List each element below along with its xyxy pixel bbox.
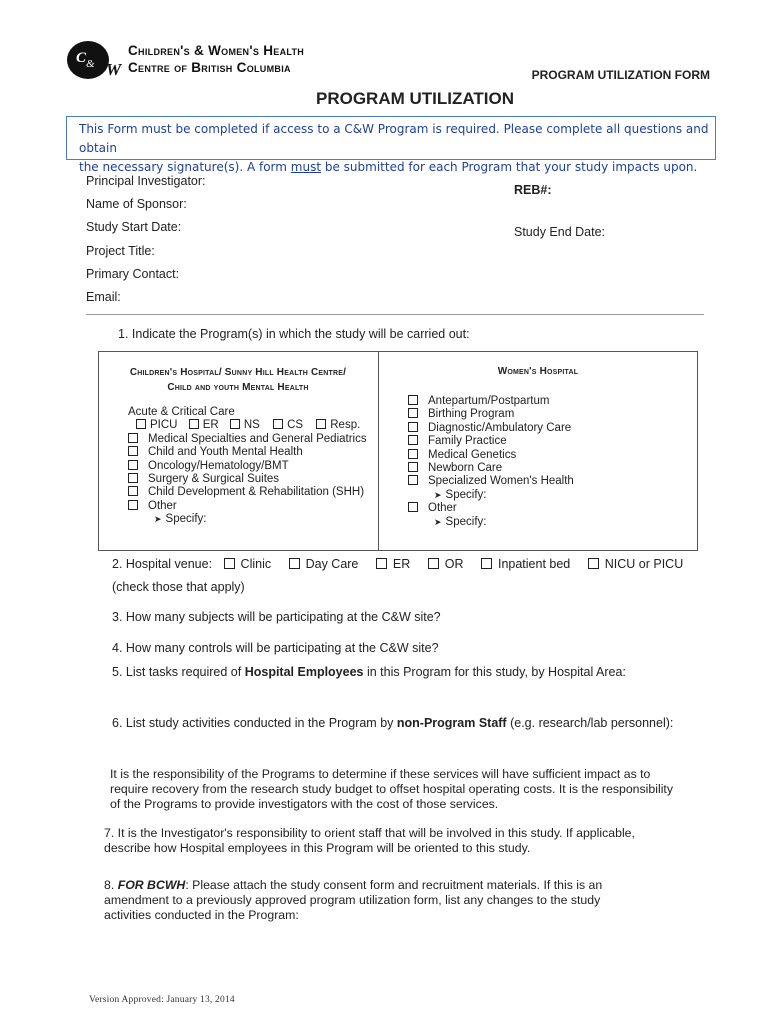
option-label: Child and Youth Mental Health	[148, 446, 303, 459]
question-text: 8.	[104, 878, 118, 892]
option-label: OR	[444, 557, 464, 571]
paragraph-line: 7. It is the Investigator's responsibility to orient staff that will be involved in this study. If applicable,	[104, 826, 635, 840]
option-label: Other	[148, 499, 177, 512]
responsibility-paragraph	[110, 767, 673, 812]
option-label: Oncology/Hematology/BMT	[148, 459, 289, 472]
project-title-field[interactable]: Project Title:	[86, 244, 155, 258]
option-label: ER	[392, 557, 411, 571]
option-label: Day Care	[305, 557, 359, 571]
question-7[interactable]	[104, 826, 635, 856]
option-label: Antepartum/Postpartum	[428, 395, 550, 407]
program-option[interactable]	[128, 486, 367, 499]
svg-text:C: C	[76, 50, 87, 66]
specify-label: Specify:	[165, 513, 207, 526]
question-text: 5. List tasks required of	[112, 665, 245, 679]
question-8[interactable]	[104, 878, 602, 923]
heading-line: Children's Hospital/ Sunny Hill Health Centre/	[129, 367, 347, 378]
study-end-date-field[interactable]: Study End Date:	[514, 225, 606, 239]
question-emphasis: Hospital Employees	[244, 665, 364, 679]
checkbox[interactable]	[128, 500, 138, 510]
arrow-bullet-icon: ➤	[434, 516, 442, 527]
option-label: Newborn Care	[428, 462, 503, 475]
question-text: in this Program for this study, by Hospital Area:	[363, 665, 626, 679]
program-option[interactable]	[128, 433, 367, 446]
venue-option[interactable]	[428, 557, 464, 571]
paragraph-line	[104, 878, 602, 893]
picu-checkbox[interactable]	[136, 419, 146, 429]
specify-field[interactable]	[408, 516, 574, 529]
question-5[interactable]	[112, 665, 626, 679]
checkbox[interactable]	[408, 449, 418, 459]
checkbox[interactable]	[128, 486, 138, 496]
option-label: Family Practice	[428, 435, 507, 448]
checkbox[interactable]	[408, 395, 418, 405]
notice-text: the necessary signature(s). A form	[79, 160, 291, 174]
option-label: Surgery & Surgical Suites	[148, 473, 280, 486]
specify-field[interactable]	[408, 489, 574, 502]
svg-text:W: W	[106, 60, 122, 79]
notice-text: be submitted for each Program that your study impacts upon.	[321, 160, 698, 174]
question-label: 2. Hospital venue:	[112, 557, 213, 571]
question-emphasis: non-Program Staff	[396, 716, 507, 730]
study-start-date-field[interactable]: Study Start Date:	[86, 220, 182, 234]
program-option[interactable]	[128, 446, 367, 459]
paragraph-line: require recovery from the research study budget to offset hospital operating costs. It is the responsibility	[110, 782, 673, 796]
option-label: Clinic	[240, 557, 272, 571]
acute-care-options	[128, 419, 367, 432]
primary-contact-field[interactable]: Primary Contact:	[86, 267, 180, 281]
childrens-program-list	[128, 406, 367, 527]
checkbox[interactable]	[128, 473, 138, 483]
checkbox[interactable]	[408, 502, 418, 512]
question-2	[112, 557, 683, 571]
option-label: Other	[428, 502, 457, 515]
venue-option[interactable]	[224, 557, 272, 571]
program-option[interactable]	[408, 449, 574, 462]
cw-logo-mark	[66, 40, 126, 80]
paragraph-line: describe how Hospital employees in this Program will be oriented to this study.	[104, 841, 531, 855]
cs-checkbox[interactable]	[273, 419, 283, 429]
option-label: NS	[243, 419, 260, 432]
er-checkbox[interactable]	[189, 419, 199, 429]
version-footer: Version Approved: January 13, 2014	[89, 995, 235, 1005]
divider	[86, 314, 704, 315]
org-name-line2: Centre of British Columbia	[128, 60, 291, 75]
venue-option[interactable]	[289, 557, 359, 571]
page-title: PROGRAM UTILIZATION	[316, 89, 514, 108]
question-text: : Please attach the study consent form and recruitment materials. If this is an	[185, 878, 603, 892]
option-label: Resp.	[330, 419, 361, 432]
organization-logo	[66, 40, 366, 80]
principal-investigator-field[interactable]: Principal Investigator:	[86, 174, 206, 188]
specify-label: Specify:	[445, 488, 487, 501]
arrow-bullet-icon: ➤	[434, 489, 442, 500]
checkbox[interactable]	[289, 558, 300, 569]
question-text: 6. List study activities conducted in the Program by	[112, 716, 397, 730]
womens-program-list	[408, 395, 574, 529]
option-label: Medical Specialties and General Pediatrics	[148, 432, 367, 445]
checkbox[interactable]	[481, 558, 492, 569]
checkbox[interactable]	[408, 462, 418, 472]
resp-checkbox[interactable]	[316, 419, 326, 429]
checkbox[interactable]	[128, 433, 138, 443]
option-label: Specialized Women's Health	[428, 475, 574, 488]
venue-option[interactable]	[588, 557, 683, 571]
womens-hospital-heading: Women's Hospital	[497, 366, 579, 377]
option-label: Diagnostic/Ambulatory Care	[428, 421, 572, 434]
program-option[interactable]	[408, 475, 574, 488]
program-option[interactable]	[408, 435, 574, 448]
specify-field[interactable]	[128, 513, 367, 526]
paragraph-line: activities conducted in the Program:	[104, 908, 299, 922]
venue-option[interactable]	[376, 557, 410, 571]
question-3[interactable]: 3. How many subjects will be participating at the C&W site?	[112, 610, 441, 624]
acute-care-label: Acute & Critical Care	[128, 406, 235, 418]
reb-number-field[interactable]: REB#:	[514, 183, 552, 197]
option-label: Birthing Program	[428, 408, 515, 421]
notice-emphasis: must	[290, 160, 322, 174]
question-6[interactable]	[112, 716, 673, 730]
checkbox[interactable]	[128, 460, 138, 470]
option-label: NICU or PICU	[604, 557, 684, 571]
checkbox[interactable]	[408, 435, 418, 445]
form-label: PROGRAM UTILIZATION FORM	[531, 68, 710, 82]
table-divider	[378, 351, 379, 551]
paragraph-line: It is the responsibility of the Programs to determine if these services will have sufficient impact as to	[110, 767, 651, 781]
ns-checkbox[interactable]	[230, 419, 240, 429]
sponsor-field[interactable]: Name of Sponsor:	[86, 197, 187, 211]
arrow-bullet-icon: ➤	[154, 514, 162, 525]
program-option[interactable]	[128, 460, 367, 473]
checkbox[interactable]	[408, 408, 418, 418]
option-label: Inpatient bed	[497, 557, 571, 571]
option-label: CS	[287, 419, 304, 432]
paragraph-line: amendment to a previously approved program utilization form, list any changes to the study	[104, 893, 601, 907]
program-option[interactable]	[408, 422, 574, 435]
program-option[interactable]	[408, 502, 574, 515]
checkbox[interactable]	[224, 558, 235, 569]
program-option[interactable]	[408, 462, 574, 475]
checkbox[interactable]	[428, 558, 439, 569]
instructions-notice	[66, 116, 716, 174]
checkbox[interactable]	[128, 446, 138, 456]
svg-text:&: &	[86, 58, 95, 70]
program-option[interactable]	[128, 473, 367, 486]
heading-line: Child and youth Mental Health	[167, 382, 309, 393]
option-label: Child Development & Rehabilitation (SHH)	[148, 486, 365, 499]
question-4[interactable]: 4. How many controls will be participating at the C&W site?	[112, 641, 439, 655]
notice-line1: This Form must be completed if access to a C&W Program is required. Please complete all questions and obtain	[79, 122, 709, 155]
childrens-hospital-heading	[98, 365, 378, 395]
checkbox[interactable]	[408, 422, 418, 432]
question-emphasis: FOR BCWH	[117, 878, 186, 892]
program-option[interactable]	[408, 408, 574, 421]
venue-option[interactable]	[481, 557, 570, 571]
program-option[interactable]	[408, 395, 574, 408]
paragraph-line: of the Programs to provide investigators with the cost of those services.	[110, 797, 499, 811]
email-field[interactable]: Email:	[86, 290, 121, 304]
option-label: ER	[202, 419, 219, 432]
question-text: (e.g. research/lab personnel):	[506, 716, 674, 730]
option-label: PICU	[150, 419, 178, 432]
program-option[interactable]	[128, 500, 367, 513]
org-name-line1: Children's & Women's Health	[128, 43, 305, 58]
venue-note: (check those that apply)	[112, 580, 245, 594]
checkbox[interactable]	[408, 475, 418, 485]
question-1: 1. Indicate the Program(s) in which the study will be carried out:	[118, 327, 470, 341]
checkbox[interactable]	[588, 558, 599, 569]
specify-label: Specify:	[445, 515, 487, 528]
option-label: Medical Genetics	[428, 448, 517, 461]
checkbox[interactable]	[376, 558, 387, 569]
